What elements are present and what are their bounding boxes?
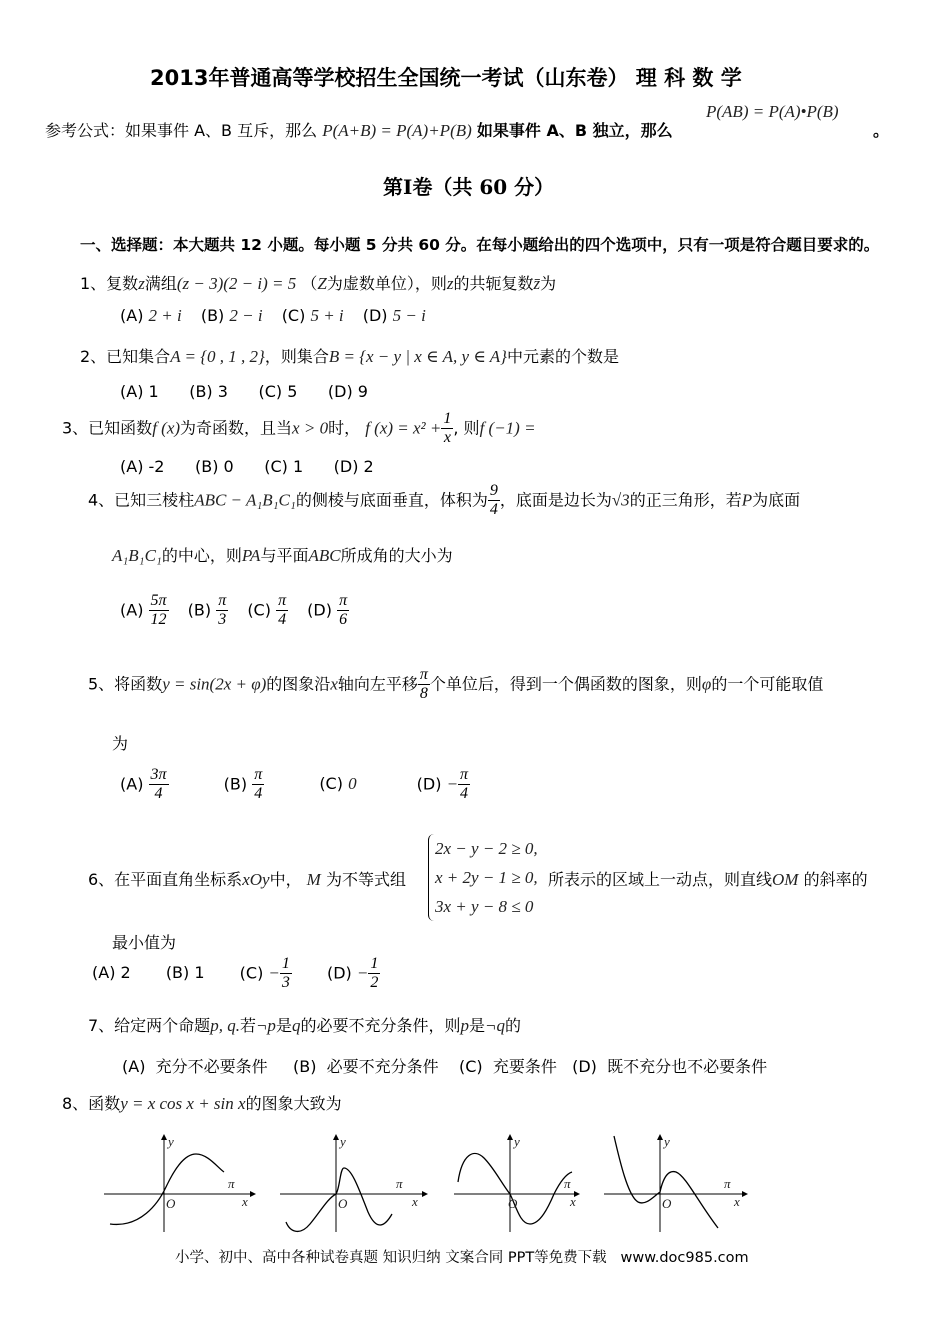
exam-title: 2013年普通高等学校招生全国统一考试（山东卷） 理 科 数 学 (150, 66, 742, 90)
question-2-options: (A) 1 (B) 3 (C) 5 (D) 9 (120, 382, 368, 401)
graph-a-origin-label: O (166, 1196, 176, 1211)
graph-c-y-label: y (514, 1134, 520, 1149)
graph-option-a (100, 1132, 260, 1232)
ref-formula-1: P(A+B) = P(A)+P(B) (322, 121, 472, 140)
graph-a-x-label: x (242, 1194, 248, 1209)
question-8: 8、函数y = x cos x + sin x的图象大致为 (62, 1094, 342, 1113)
question-6-tail: 所表示的区域上一动点，则直线OM 的斜率的 (548, 870, 868, 889)
graph-d-x-label: x (734, 1194, 740, 1209)
volume-heading: 第Ⅰ卷（共 60 分） (383, 175, 555, 199)
question-6: 6、在平面直角坐标系xOy中， M 为不等式组 (88, 870, 406, 889)
footer-watermark: 小学、初中、高中各种试卷真题 知识归纳 文案合同 PPT等免费下载 www.doc985.com (175, 1250, 749, 1266)
question-5-options: (A) $\frac{3\pi}{4}$ (B) $\frac{\pi}{4}$ (C) 0 (D) − $\frac{\pi}{4}$ (120, 766, 469, 803)
ref-end: 。 (873, 121, 890, 140)
reference-formula (45, 118, 673, 141)
question-1: 1、复数z满组(z − 3)(2 − i) = 5 （Z为虚数单位），则z的共轭复数z̄为 (80, 274, 557, 293)
graph-option-d (600, 1132, 760, 1232)
graph-d-svg (600, 1132, 760, 1232)
graph-b-origin-label: O (338, 1196, 348, 1211)
graph-c-pi-label: π (564, 1176, 571, 1191)
question-5: 5、将函数y = sin(2x + φ)的图象沿x轴向左平移 $\frac{\pi}{8}$ 个单位后，得到一个偶函数的图象，则φ的一个可能取值 (88, 666, 824, 703)
graph-a-y-label: y (168, 1134, 174, 1149)
graph-c-origin-label: O (508, 1196, 518, 1211)
graph-c-svg (450, 1132, 610, 1232)
ref-label-2: 如果事件 A、B 独立，那么 (476, 121, 673, 140)
question-6-options: (A) 2 (B) 1 (C) − $\frac{1}{3}$ (D) − $\frac{1}{2}$ (92, 955, 379, 992)
graph-d-y-label: y (664, 1134, 670, 1149)
question-7: 7、给定两个命题p, q.若¬p是q的必要不充分条件，则p是¬q的 (88, 1016, 521, 1035)
graph-option-b (276, 1132, 436, 1232)
question-7-options: (A) 充分不必要条件 (B) 必要不充分条件 (C) 充要条件 (D) 既不充分也不必要条件 (122, 1057, 768, 1076)
graph-b-pi-label: π (396, 1176, 403, 1191)
question-5-line-2: 为 (112, 734, 129, 753)
question-3: 3、已知函数f (x)为奇函数，且当x > 0时， f (x) = x² + $\frac{1}{x}$ , 则f (−1) = (62, 410, 536, 447)
ref-label: 参考公式：如果事件 A、B 互斥，那么 (45, 121, 318, 140)
graph-c-x-label: x (570, 1194, 576, 1209)
question-4-options: (A) $\frac{5\pi}{12}$ (B) $\frac{\pi}{3}$ (C) $\frac{\pi}{4}$ (D) $\frac{\pi}{6}$ (120, 592, 348, 629)
ref-formula-2: P(AB) = P(A)•P(B) (706, 102, 839, 121)
question-4-line-2: A₁B₁C₁的中心，则PA与平面ABC所成角的大小为 (112, 546, 453, 565)
inequality-system: 2x − y − 2 ≥ 0, x + 2y − 1 ≥ 0, 3x + y − 8 ≤ 0 (428, 834, 538, 921)
question-1-options: (A) 2 + i (B) 2 − i (C) 5 + i (D) 5 − i (120, 306, 426, 325)
graph-b-svg (276, 1132, 436, 1232)
graph-option-c (450, 1132, 610, 1232)
graph-b-y-label: y (340, 1134, 346, 1149)
graph-d-origin-label: O (662, 1196, 672, 1211)
question-3-options: (A) -2 (B) 0 (C) 1 (D) 2 (120, 457, 374, 476)
graph-a-pi-label: π (228, 1176, 235, 1191)
question-2: 2、已知集合A = {0 , 1 , 2}，则集合B = {x − y | x ∈ A, y ∈ A}中元素的个数是 (80, 347, 619, 366)
question-6-line-2: 最小值为 (112, 933, 177, 952)
graph-d-pi-label: π (724, 1176, 731, 1191)
question-4: 4、已知三棱柱ABC − A₁B₁C₁的侧棱与底面垂直，体积为 $\frac{9}{4}$ ，底面是边长为√3的正三角形，若P为底面 (88, 482, 801, 519)
section-heading: 一、选择题：本大题共 12 小题。每小题 5 分共 60 分。在每小题给出的四个选项中，只有一项是符合题目要求的。 (80, 236, 880, 254)
graph-b-x-label: x (412, 1194, 418, 1209)
graph-a-svg (100, 1132, 260, 1232)
